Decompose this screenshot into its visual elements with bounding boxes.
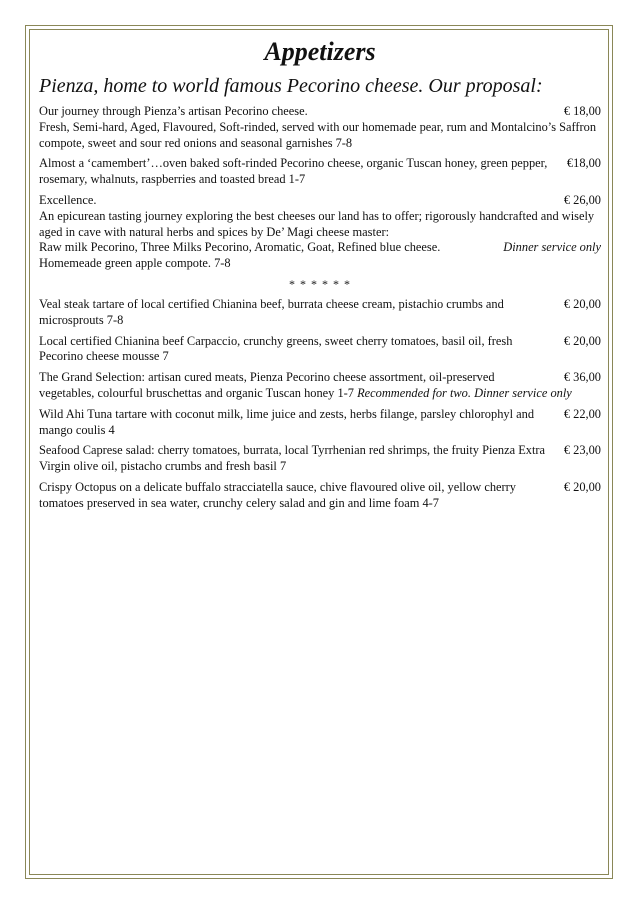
menu-page (39, 36, 601, 517)
item-name: Almost a ‘camembert’…oven baked soft-rinded Pecorino cheese, organic Tuscan honey, green pepper, rosemary, whalnuts, raspberries and toasted bread 1-7 (39, 156, 548, 187)
item-description: Fresh, Semi-hard, Aged, Flavoured, Soft-rinded, served with our homemade pear, rum and Montalcino’s Saffron compote, sweet and sour red onions and seasonal garnishes 7-8 (39, 119, 597, 150)
menu-item-crispy-octopus (39, 480, 601, 512)
service-note: Dinner service only (503, 240, 601, 255)
item-name: Veal steak tartare of local certified Chianina beef, burrata cheese cream, pistachio crumbs and microsprouts 7-8 (39, 296, 504, 327)
item-price: € 36,00 (563, 370, 601, 385)
menu-title: Appetizers (264, 37, 376, 66)
menu-subtitle: Pienza, home to world famous Pecorino cheese. Our proposal: (39, 75, 543, 97)
item-name: Crispy Octopus on a delicate buffalo stracciatella sauce, chive flavoured olive oil, yellow cherry tomatoes preserved in sea water, crunchy celery salad and gin and lime foam 4-7 (39, 479, 516, 510)
item-name: Excellence. (39, 192, 97, 207)
item-price: € 26,00 (563, 192, 601, 207)
service-note: Recommended for two. Dinner service only (357, 385, 572, 400)
menu-item-seafood-caprese (39, 443, 601, 475)
item-description-cheeses: Raw milk Pecorino, Three Milks Pecorino, Aromatic, Goat, Refined blue cheese. Homemeade green apple compote. 7-8 (39, 240, 441, 271)
menu-item-veal-tartare (39, 297, 601, 329)
menu-item-tuna-tartare (39, 407, 601, 439)
item-name: The Grand Selection: artisan cured meats, Pienza Pecorino cheese assortment, oil-preserved vegetables, colourful bruschettas and organic Tuscan honey 1-7 (39, 370, 495, 400)
item-name: Local certified Chianina beef Carpaccio, crunchy greens, sweet cherry tomatoes, basil oil, fresh Pecorino cheese mousse 7 (39, 333, 513, 364)
menu-item-grand-selection (39, 370, 601, 402)
menu-item-camembert (39, 156, 601, 188)
item-price: € 20,00 (563, 333, 601, 348)
menu-item-carpaccio (39, 334, 601, 366)
item-price: € 18,00 (563, 104, 601, 118)
item-description: An epicurean tasting journey exploring the best cheeses our land has to offer; rigorously handcrafted and wisely aged in cave with natural herbs and spices by De’ Magi cheese master: (39, 208, 595, 239)
item-name: Wild Ahi Tuna tartare with coconut milk, lime juice and zests, herbs filange, parsley chlorophyl and mango coulis 4 (39, 406, 535, 437)
item-price: € 22,00 (563, 406, 601, 421)
item-price: € 20,00 (563, 296, 601, 311)
item-price: € 20,00 (563, 479, 601, 494)
item-price: € 23,00 (563, 443, 601, 458)
menu-item-pecorino-journey (39, 104, 601, 151)
section-separator: * * * * * * (289, 276, 351, 291)
item-name: Seafood Caprese salad: cherry tomatoes, burrata, local Tyrrhenian red shrimps, the fruity Pienza Extra Virgin olive oil, pistacho crumbs and fresh basil 7 (39, 443, 546, 474)
item-name: Our journey through Pienza’s artisan Pecorino cheese. (39, 104, 308, 118)
item-price: €18,00 (566, 156, 601, 171)
menu-item-excellence (39, 193, 601, 272)
